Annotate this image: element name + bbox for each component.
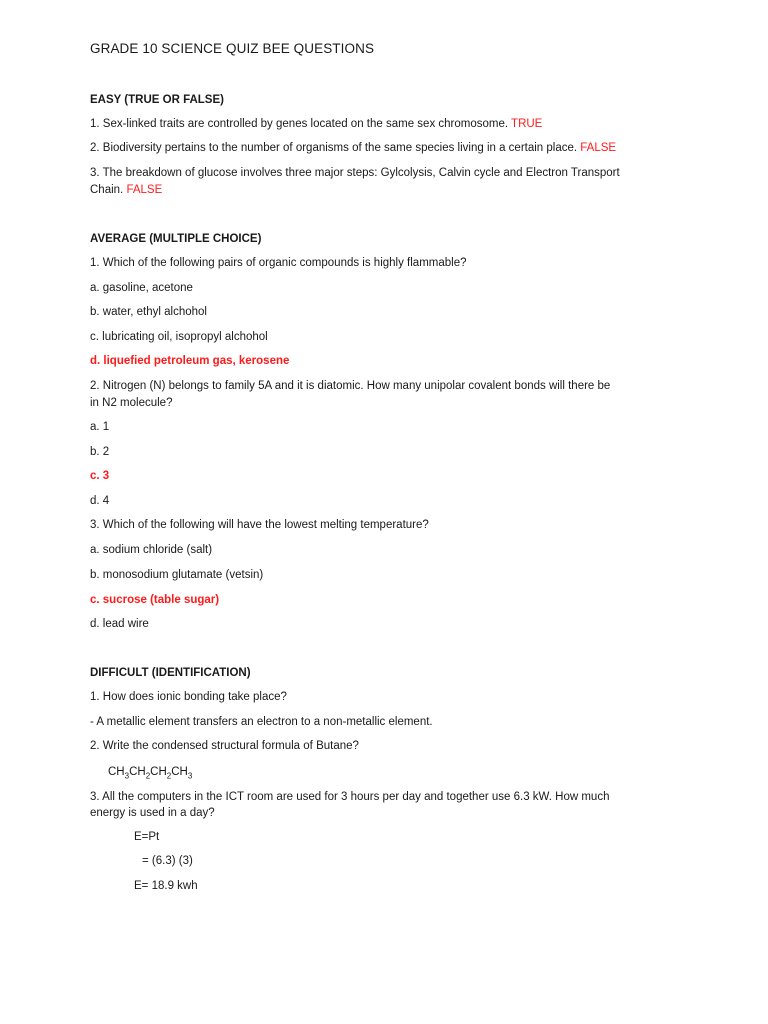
answer-true: TRUE (511, 118, 543, 130)
difficult-answer-1: - A metallic element transfers an electron to a non-metallic element. (90, 716, 433, 728)
easy-question-3-line-2 (90, 182, 162, 199)
easy-question-2 (90, 140, 616, 157)
question-text: 1. Sex-linked traits are controlled by genes located on the same sex chromosome. (90, 118, 512, 130)
difficult-question-3-line-2: energy is used in a day? (90, 807, 215, 819)
option-c-correct: c. 3 (90, 470, 110, 482)
page-title: GRADE 10 SCIENCE QUIZ BEE QUESTIONS (90, 41, 375, 56)
average-question-2-line-2: in N2 molecule? (90, 397, 173, 409)
answer-false: FALSE (580, 142, 617, 154)
option-c-correct: c. sucrose (table sugar) (90, 594, 220, 606)
option-c: c. lubricating oil, isopropyl alchohol (90, 331, 268, 343)
section-heading-easy: EASY (TRUE OR FALSE) (90, 94, 224, 106)
option-a: a. gasoline, acetone (90, 282, 193, 294)
average-question-3: 3. Which of the following will have the lowest melting temperature? (90, 519, 429, 531)
section-heading-difficult: DIFFICULT (IDENTIFICATION) (90, 667, 251, 679)
difficult-question-1: 1. How does ionic bonding take place? (90, 691, 287, 703)
section-heading-average: AVERAGE (MULTIPLE CHOICE) (90, 233, 262, 245)
option-a: a. 1 (90, 421, 110, 433)
difficult-question-3-line-1: 3. All the computers in the ICT room are used for 3 hours per day and together use 6.3 kW. How much (90, 791, 610, 803)
solution-step-1: E=Pt (134, 831, 160, 843)
solution-step-3: E= 18.9 kwh (134, 880, 198, 892)
average-question-2-line-1: 2. Nitrogen (N) belongs to family 5A and it is diatomic. How many unipolar covalent bonds will there be (90, 380, 611, 392)
option-d: d. lead wire (90, 618, 149, 630)
butane-formula: $CH_3CH_2CH_2CH_3$ (108, 766, 193, 781)
option-d: d. 4 (90, 495, 110, 507)
easy-question-1 (90, 116, 542, 133)
easy-question-3-line-1: 3. The breakdown of glucose involves three major steps: Gylcolysis, Calvin cycle and Electron Transport (90, 167, 620, 179)
question-text: Chain. (90, 184, 127, 196)
option-b: b. water, ethyl alchohol (90, 306, 207, 318)
option-b: b. monosodium glutamate (vetsin) (90, 569, 264, 581)
option-b: b. 2 (90, 446, 110, 458)
solution-step-2: = (6.3) (3) (142, 855, 193, 867)
option-d-correct: d. liquefied petroleum gas, kerosene (90, 355, 290, 367)
average-question-1: 1. Which of the following pairs of organic compounds is highly flammable? (90, 257, 467, 269)
question-text: 2. Biodiversity pertains to the number of organisms of the same species living in a certain place. (90, 142, 581, 154)
answer-false: FALSE (126, 184, 163, 196)
option-a: a. sodium chloride (salt) (90, 544, 213, 556)
difficult-question-2: 2. Write the condensed structural formula of Butane? (90, 740, 359, 752)
